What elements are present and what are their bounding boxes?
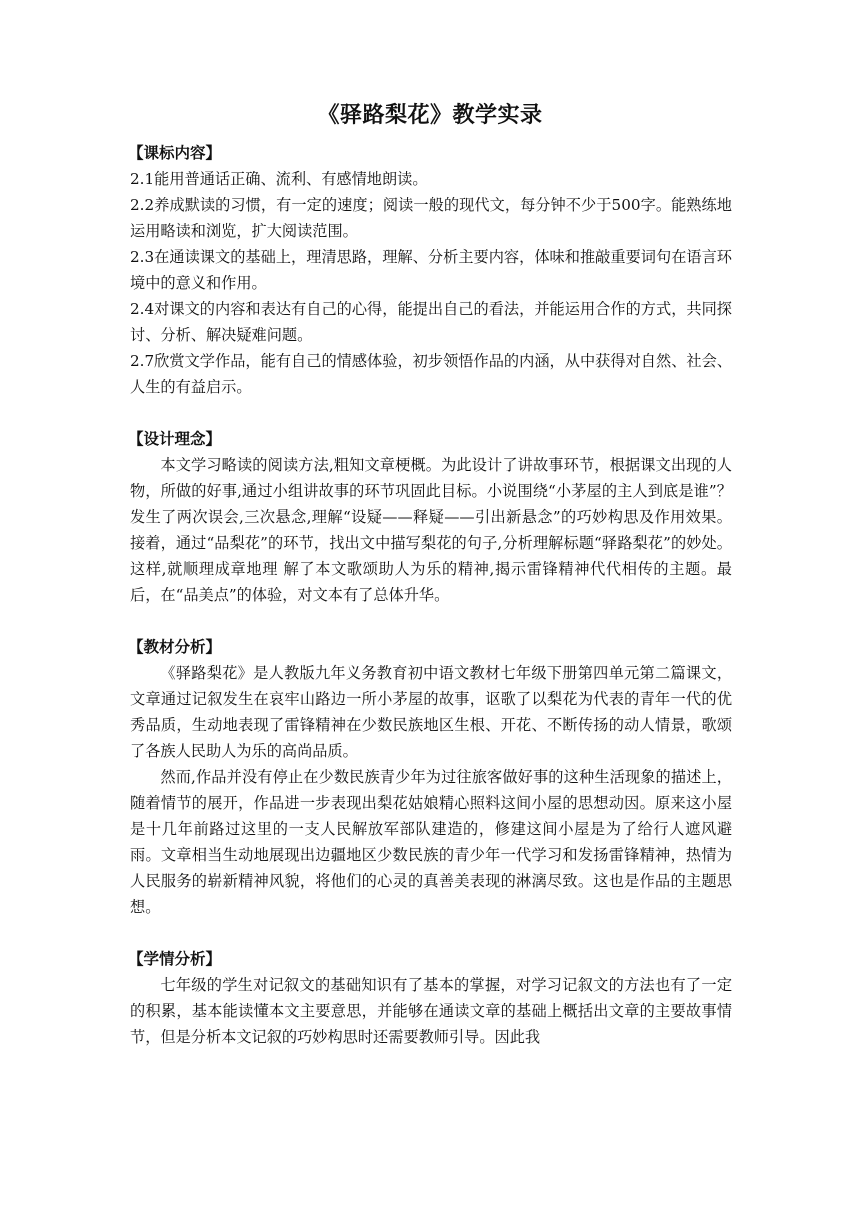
section-heading: 【课标内容】 (128, 144, 222, 162)
section-design-concept (128, 426, 748, 608)
section-spacer (130, 400, 732, 426)
paragraph: 2.7欣赏文学作品，能有自己的情感体验，初步领悟作品的内涵，从中获得对自然、社会、人生的有益启示。 (130, 352, 732, 396)
paragraph: 2.3在通读课文的基础上，理清思路，理解、分析主要内容，体味和推敲重要词句在语言环境中的意义和作用。 (130, 248, 732, 292)
paragraph: 《驿路梨花》是人教版九年义务教育初中语文教材七年级下册第四单元第二篇课文，文章通过记叙发生在哀牢山路边一所小茅屋的故事，讴歌了以梨花为代表的青年一代的优秀品质，生动地表现了雷锋精神在少数民族地区生根、开花、不断传扬的动人情景，歌颂了各族人民助人为乐的高尚品质。 (130, 664, 732, 760)
paragraph: 然而,作品并没有停止在少数民族青少年为过往旅客做好事的这种生活现象的描述上，随着情节的展开，作品进一步表现出梨花姑娘精心照料这间小屋的思想动因。原来这小屋是十几年前路过这里的一支人民解放军部队建造的，修建这间小屋是为了给行人遮风避雨。文章相当生动地展现出边疆地区少数民族的青少年一代学习和发扬雷锋精神，热情为人民服务的崭新精神风貌，将他们的心灵的真善美表现的淋漓尽致。这也是作品的主题思想。 (130, 768, 732, 916)
paragraph: 七年级的学生对记叙文的基础知识有了基本的掌握，对学习记叙文的方法也有了一定的积累，基本能读懂本文主要意思，并能够在通读文章的基础上概括出文章的主要故事情节，但是分析本文记叙的巧妙构思时还需要教师引导。因此我 (130, 976, 732, 1046)
section-student-analysis (130, 946, 732, 1050)
section-heading: 【设计理念】 (128, 430, 222, 448)
section-spacer (130, 608, 732, 634)
paragraph: 2.1能用普通话正确、流利、有感情地朗读。 (130, 170, 428, 188)
section-heading: 【学情分析】 (128, 950, 222, 968)
section-textbook-analysis (130, 634, 732, 920)
document-body (128, 140, 748, 1050)
document-title: 《驿路梨花》教学实录 (317, 103, 543, 128)
paragraph: 2.2养成默读的习惯，有一定的速度；阅读一般的现代文，每分钟不少于500字。能熟练地运用略读和浏览，扩大阅读范围。 (130, 196, 732, 240)
paragraph: 本文学习略读的阅读方法,粗知文章梗概。为此设计了讲故事环节，根据课文出现的人物，所做的好事,通过小组讲故事的环节巩固此目标。小说围绕“小茅屋的主人到底是谁”？ 发生了两次误会,三次悬念,理解“设疑——释疑——引出新悬念”的巧妙构思及作用效果。接着，通过“品梨花”的环节，找出文中描写梨花的句子,分析理解标题“驿路梨花”的妙处。这样,就顺理成章地理 解了本文歌颂助人为乐的精神,揭示雷锋精神代代相传的主题。最后，在“品美点”的体验，对文本有了总体升华。 (130, 456, 748, 604)
paragraph: 2.4对课文的内容和表达有自己的心得，能提出自己的看法，并能运用合作的方式，共同探讨、分析、解决疑难问题。 (130, 300, 732, 344)
section-curriculum-standards (130, 140, 732, 400)
section-spacer (130, 920, 732, 946)
section-heading: 【教材分析】 (128, 638, 222, 656)
